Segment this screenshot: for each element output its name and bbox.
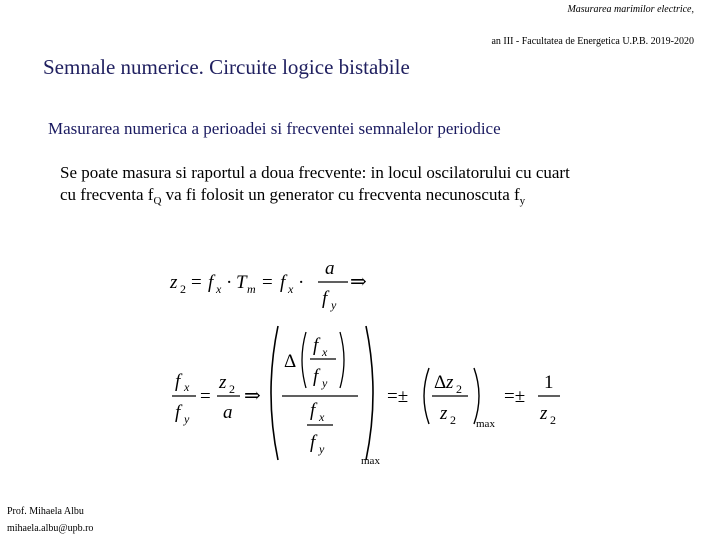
svg-text:2: 2 bbox=[180, 282, 186, 296]
svg-text:f: f bbox=[310, 400, 316, 421]
svg-text:z: z bbox=[540, 403, 548, 424]
svg-text:x: x bbox=[288, 282, 294, 296]
svg-text:z: z bbox=[440, 403, 448, 424]
svg-text:1: 1 bbox=[544, 372, 554, 393]
svg-text:max: max bbox=[476, 418, 495, 430]
svg-text:x: x bbox=[184, 380, 190, 394]
svg-text:x: x bbox=[216, 282, 222, 296]
svg-text:2: 2 bbox=[550, 413, 556, 427]
svg-text:y: y bbox=[322, 376, 328, 390]
svg-text:=±: =± bbox=[504, 386, 526, 407]
svg-text:m: m bbox=[247, 282, 256, 296]
equations-svg bbox=[160, 248, 580, 478]
svg-text:Δ: Δ bbox=[434, 372, 447, 393]
svg-text:T: T bbox=[236, 272, 247, 293]
header-course-title: Masurarea marimilor electrice, bbox=[567, 4, 694, 15]
footer-author: Prof. Mihaela Albu bbox=[7, 506, 84, 517]
svg-text:f: f bbox=[175, 371, 181, 392]
body-line-2 bbox=[60, 184, 570, 206]
slide-title: Semnale numerice. Circuite logice bistabile bbox=[43, 55, 410, 79]
equation-1 bbox=[169, 258, 367, 312]
svg-text:⇒: ⇒ bbox=[350, 271, 367, 293]
svg-text:f: f bbox=[313, 335, 319, 356]
svg-text:z: z bbox=[219, 372, 227, 393]
svg-text:Δ: Δ bbox=[284, 351, 297, 372]
body-line-1: Se poate masura si raportul a doua frecvente: in locul oscilatorului cu cuart bbox=[60, 163, 570, 182]
svg-text:=±: =± bbox=[387, 386, 409, 407]
svg-text:·: · bbox=[298, 272, 305, 293]
svg-text:=: = bbox=[262, 272, 273, 293]
svg-text:2: 2 bbox=[229, 382, 235, 396]
svg-text:f: f bbox=[175, 402, 181, 423]
svg-text:f: f bbox=[280, 272, 286, 293]
svg-text:a: a bbox=[325, 258, 335, 279]
svg-text:y: y bbox=[331, 298, 337, 312]
body-line-2-text-b: va fi folosit un generator cu frecventa necunoscuta f bbox=[161, 185, 520, 204]
svg-text:f: f bbox=[313, 366, 319, 387]
svg-text:·: · bbox=[226, 272, 233, 293]
svg-text:2: 2 bbox=[450, 413, 456, 427]
svg-text:max: max bbox=[361, 455, 380, 467]
svg-text:=: = bbox=[191, 272, 202, 293]
header-course-info: an III - Facultatea de Energetica U.P.B. 2019-2020 bbox=[491, 36, 694, 47]
body-line-2-text-a: cu frecventa f bbox=[60, 185, 154, 204]
svg-text:x: x bbox=[319, 410, 325, 424]
svg-text:y: y bbox=[184, 412, 190, 426]
svg-text:f: f bbox=[310, 432, 316, 453]
svg-text:x: x bbox=[322, 345, 328, 359]
body-paragraph bbox=[60, 162, 570, 206]
svg-text:=: = bbox=[200, 386, 211, 407]
svg-text:2: 2 bbox=[456, 382, 462, 396]
equation-2 bbox=[172, 326, 560, 467]
svg-text:f: f bbox=[322, 288, 328, 309]
svg-text:f: f bbox=[208, 272, 214, 293]
footer-email: mihaela.albu@upb.ro bbox=[7, 523, 94, 534]
equations-figure bbox=[160, 248, 580, 478]
svg-text:y: y bbox=[319, 442, 325, 456]
svg-text:⇒: ⇒ bbox=[244, 385, 261, 407]
slide-subtitle: Masurarea numerica a perioadei si frecventei semnalelor periodice bbox=[48, 119, 501, 138]
body-subscript-q: Q bbox=[153, 195, 162, 207]
svg-text:a: a bbox=[223, 402, 233, 423]
svg-text:z: z bbox=[170, 272, 178, 293]
svg-text:z: z bbox=[446, 372, 454, 393]
body-subscript-y: y bbox=[519, 195, 526, 207]
